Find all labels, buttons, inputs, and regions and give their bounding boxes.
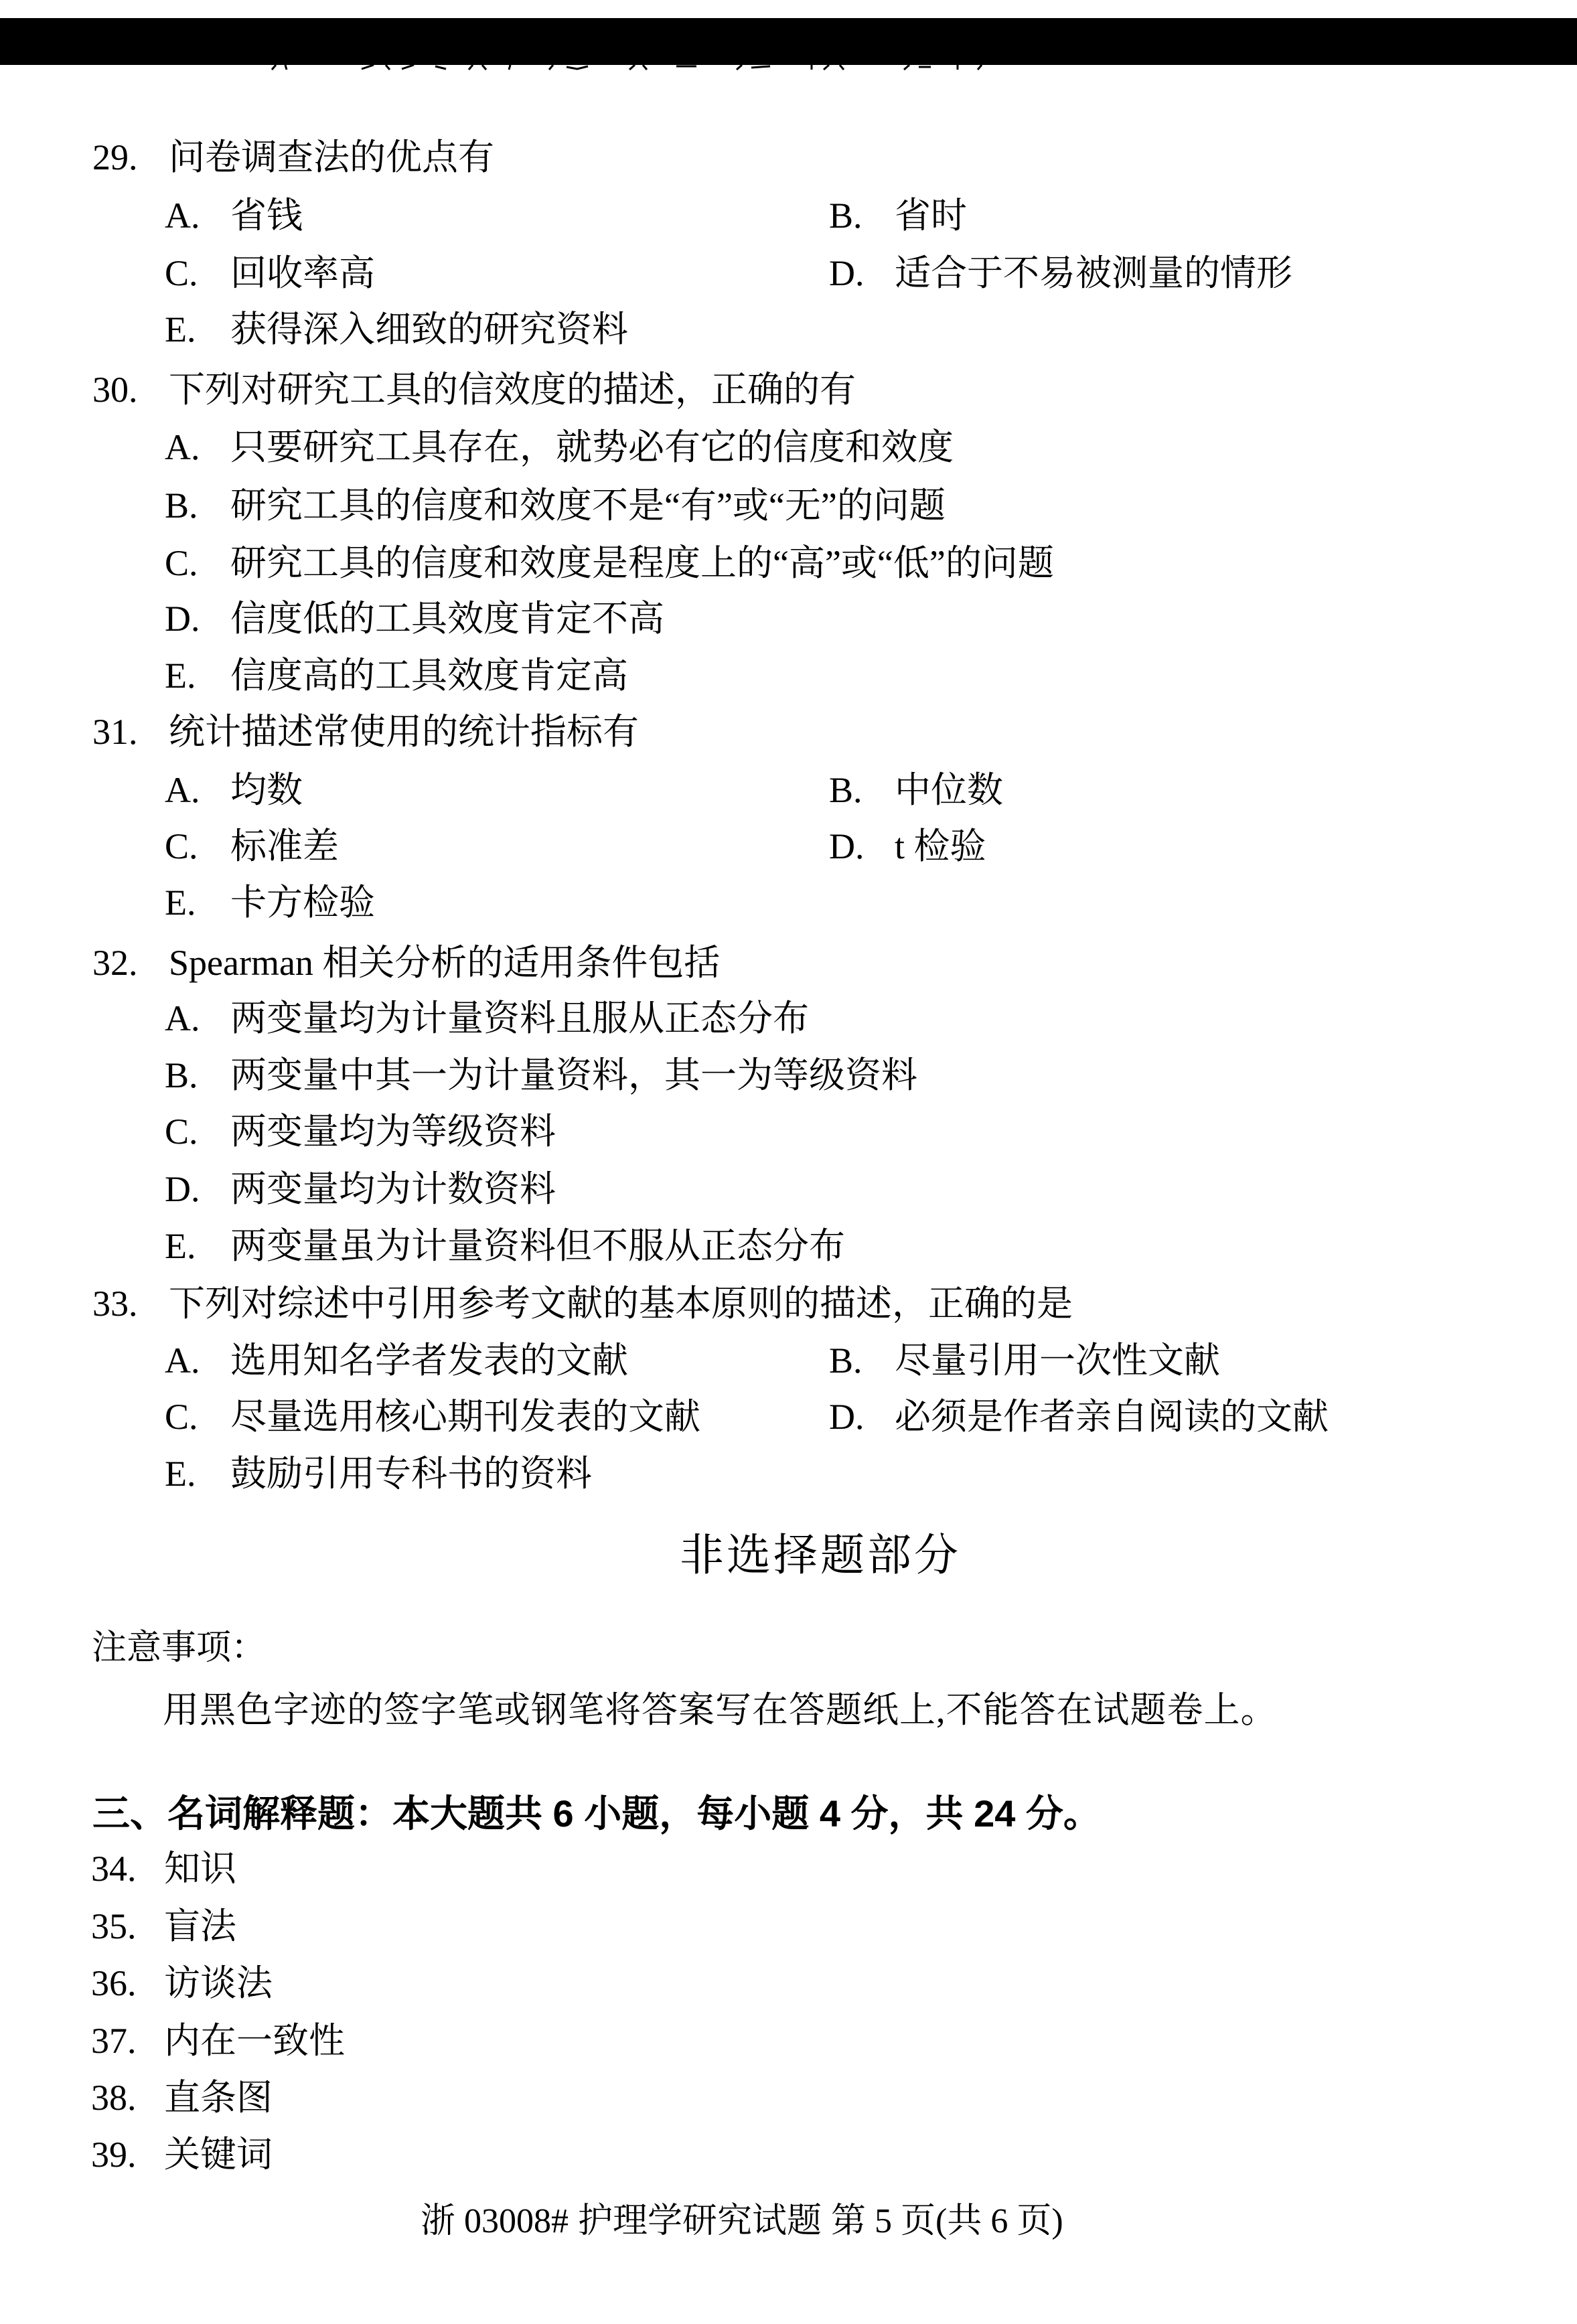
term-text: 关键词 [164, 2135, 273, 2175]
option-text: 两变量均为计量资料且服从正态分布 [230, 998, 809, 1038]
option-label: B. [165, 1055, 198, 1095]
question-stem: 问卷调查法的优点有 [169, 137, 494, 177]
question-number: 29. [92, 137, 138, 177]
question-31-option-a [165, 767, 303, 813]
question-32-option-e [165, 1223, 845, 1269]
question-number: 30. [92, 370, 138, 410]
option-label: A. [165, 196, 200, 236]
question-29-option-b [829, 193, 967, 238]
term-item-37 [91, 2018, 345, 2064]
option-label: C. [165, 1397, 198, 1437]
question-31-option-b [829, 767, 1003, 813]
question-29-stem [92, 135, 494, 180]
option-text: 两变量中其一为计量资料，其一为等级资料 [230, 1055, 917, 1095]
option-text: 两变量均为等级资料 [230, 1111, 556, 1152]
question-30-option-b [165, 483, 946, 528]
part-title: 非选择题部分 [680, 1530, 961, 1579]
option-text: 两变量虽为计量资料但不服从正态分布 [230, 1226, 845, 1266]
option-label: A. [165, 998, 200, 1038]
term-number: 37. [91, 2021, 137, 2061]
option-label: D. [165, 599, 200, 639]
option-label: D. [165, 1169, 200, 1209]
option-label: D. [829, 1397, 865, 1437]
term-item-35 [91, 1904, 236, 1949]
term-item-36 [91, 1960, 273, 2006]
option-label: A. [165, 770, 200, 810]
page-number: 第 5 页(共 6 页) [831, 2202, 1063, 2240]
option-label: C. [165, 253, 198, 293]
term-number: 34. [91, 1849, 137, 1889]
option-label: A. [165, 1340, 200, 1381]
term-number: 38. [91, 2078, 137, 2118]
option-text: 中位数 [895, 770, 1003, 810]
exam-code: 浙 03008# [421, 2202, 569, 2240]
term-number: 39. [91, 2135, 137, 2175]
option-text: 卡方检验 [230, 882, 375, 923]
option-text: 信度高的工具效度肯定高 [230, 655, 628, 696]
option-text: t 检验 [895, 826, 986, 866]
option-text: 回收率高 [230, 253, 375, 293]
question-number: 32. [92, 943, 138, 983]
question-30-option-e [165, 653, 628, 698]
option-text: 两变量均为计数资料 [230, 1169, 556, 1209]
option-text: 研究工具的信度和效度是程度上的“高”或“低”的问题 [230, 543, 1054, 583]
option-label: E. [165, 1226, 196, 1266]
option-label: E. [165, 655, 196, 696]
term-text: 直条图 [164, 2078, 273, 2118]
question-31-option-d [829, 824, 986, 869]
option-label: E. [165, 309, 196, 350]
question-33-option-e [165, 1451, 592, 1496]
question-33-stem [92, 1281, 1073, 1326]
option-label: E. [165, 882, 196, 923]
question-stem: 下列对研究工具的信效度的描述，正确的有 [169, 370, 856, 410]
question-stem: 统计描述常使用的统计指标有 [169, 712, 639, 752]
question-31-option-c [165, 824, 339, 869]
question-number: 31. [92, 712, 138, 752]
term-number: 36. [91, 1963, 137, 2003]
option-text: 尽量选用核心期刊发表的文献 [230, 1397, 700, 1437]
question-29-option-c [165, 250, 375, 296]
question-31-option-e [165, 880, 375, 925]
question-29-option-e [165, 307, 628, 352]
question-30-stem [92, 367, 856, 412]
question-stem: Spearman 相关分析的适用条件包括 [169, 943, 721, 983]
option-label: B. [829, 196, 862, 236]
question-32-option-b [165, 1053, 917, 1098]
question-29-option-a [165, 193, 303, 238]
notice-label: 注意事项： [92, 1628, 267, 1667]
option-text: 必须是作者亲自阅读的文献 [895, 1397, 1329, 1437]
option-label: C. [165, 543, 198, 583]
term-text: 访谈法 [164, 1963, 273, 2003]
question-number: 33. [92, 1284, 138, 1324]
option-text: 获得深入细致的研究资料 [230, 309, 628, 350]
option-label: A. [165, 427, 200, 467]
notice-text: 用黑色字迹的签字笔或钢笔将答案写在答题纸上,不能答在试题卷上。 [163, 1690, 1278, 1730]
term-item-39 [91, 2132, 273, 2177]
question-30-option-c [165, 540, 1054, 586]
term-item-34 [91, 1846, 236, 1891]
question-32-option-c [165, 1109, 556, 1154]
option-label: E. [165, 1454, 196, 1494]
option-label: D. [829, 826, 865, 866]
option-text: 均数 [230, 770, 303, 810]
option-label: C. [165, 1111, 198, 1152]
question-32-option-a [165, 996, 809, 1041]
option-label: B. [829, 1340, 862, 1381]
section-heading: 三、名词解释题：本大题共 6 小题，每小题 4 分，共 24 分。 [92, 1792, 1101, 1835]
redaction-bar [0, 18, 1577, 65]
term-item-38 [91, 2075, 273, 2120]
question-33-option-a [165, 1338, 628, 1383]
option-label: B. [829, 770, 862, 810]
option-label: D. [829, 253, 865, 293]
option-text: 尽量引用一次性文献 [895, 1340, 1220, 1381]
term-text: 内在一致性 [164, 2021, 345, 2061]
question-33-option-b [829, 1338, 1220, 1383]
question-32-stem [92, 940, 720, 986]
option-text: 标准差 [230, 826, 339, 866]
option-label: C. [165, 826, 198, 866]
question-stem: 下列对综述中引用参考文献的基本原则的描述，正确的是 [169, 1284, 1073, 1324]
clipped-text-remnant [268, 65, 991, 70]
option-label: B. [165, 485, 198, 526]
option-text: 鼓励引用专科书的资料 [230, 1454, 592, 1494]
term-text: 知识 [164, 1849, 236, 1889]
question-33-option-d [829, 1394, 1329, 1440]
question-32-option-d [165, 1166, 556, 1212]
option-text: 信度低的工具效度肯定不高 [230, 599, 664, 639]
option-text: 省时 [895, 196, 967, 236]
option-text: 省钱 [230, 196, 303, 236]
exam-subject: 护理学研究试题 [578, 2202, 822, 2240]
question-29-option-d [829, 250, 1292, 296]
option-text: 适合于不易被测量的情形 [895, 253, 1292, 293]
page-footer [421, 2199, 1063, 2244]
option-text: 选用知名学者发表的文献 [230, 1340, 628, 1381]
question-33-option-c [165, 1394, 700, 1440]
question-30-option-d [165, 596, 664, 641]
question-30-option-a [165, 424, 954, 470]
term-text: 盲法 [164, 1906, 236, 1946]
question-31-stem [92, 709, 639, 755]
option-text: 研究工具的信度和效度不是“有”或“无”的问题 [230, 485, 946, 526]
option-text: 只要研究工具存在，就势必有它的信度和效度 [230, 427, 954, 467]
term-number: 35. [91, 1906, 137, 1946]
